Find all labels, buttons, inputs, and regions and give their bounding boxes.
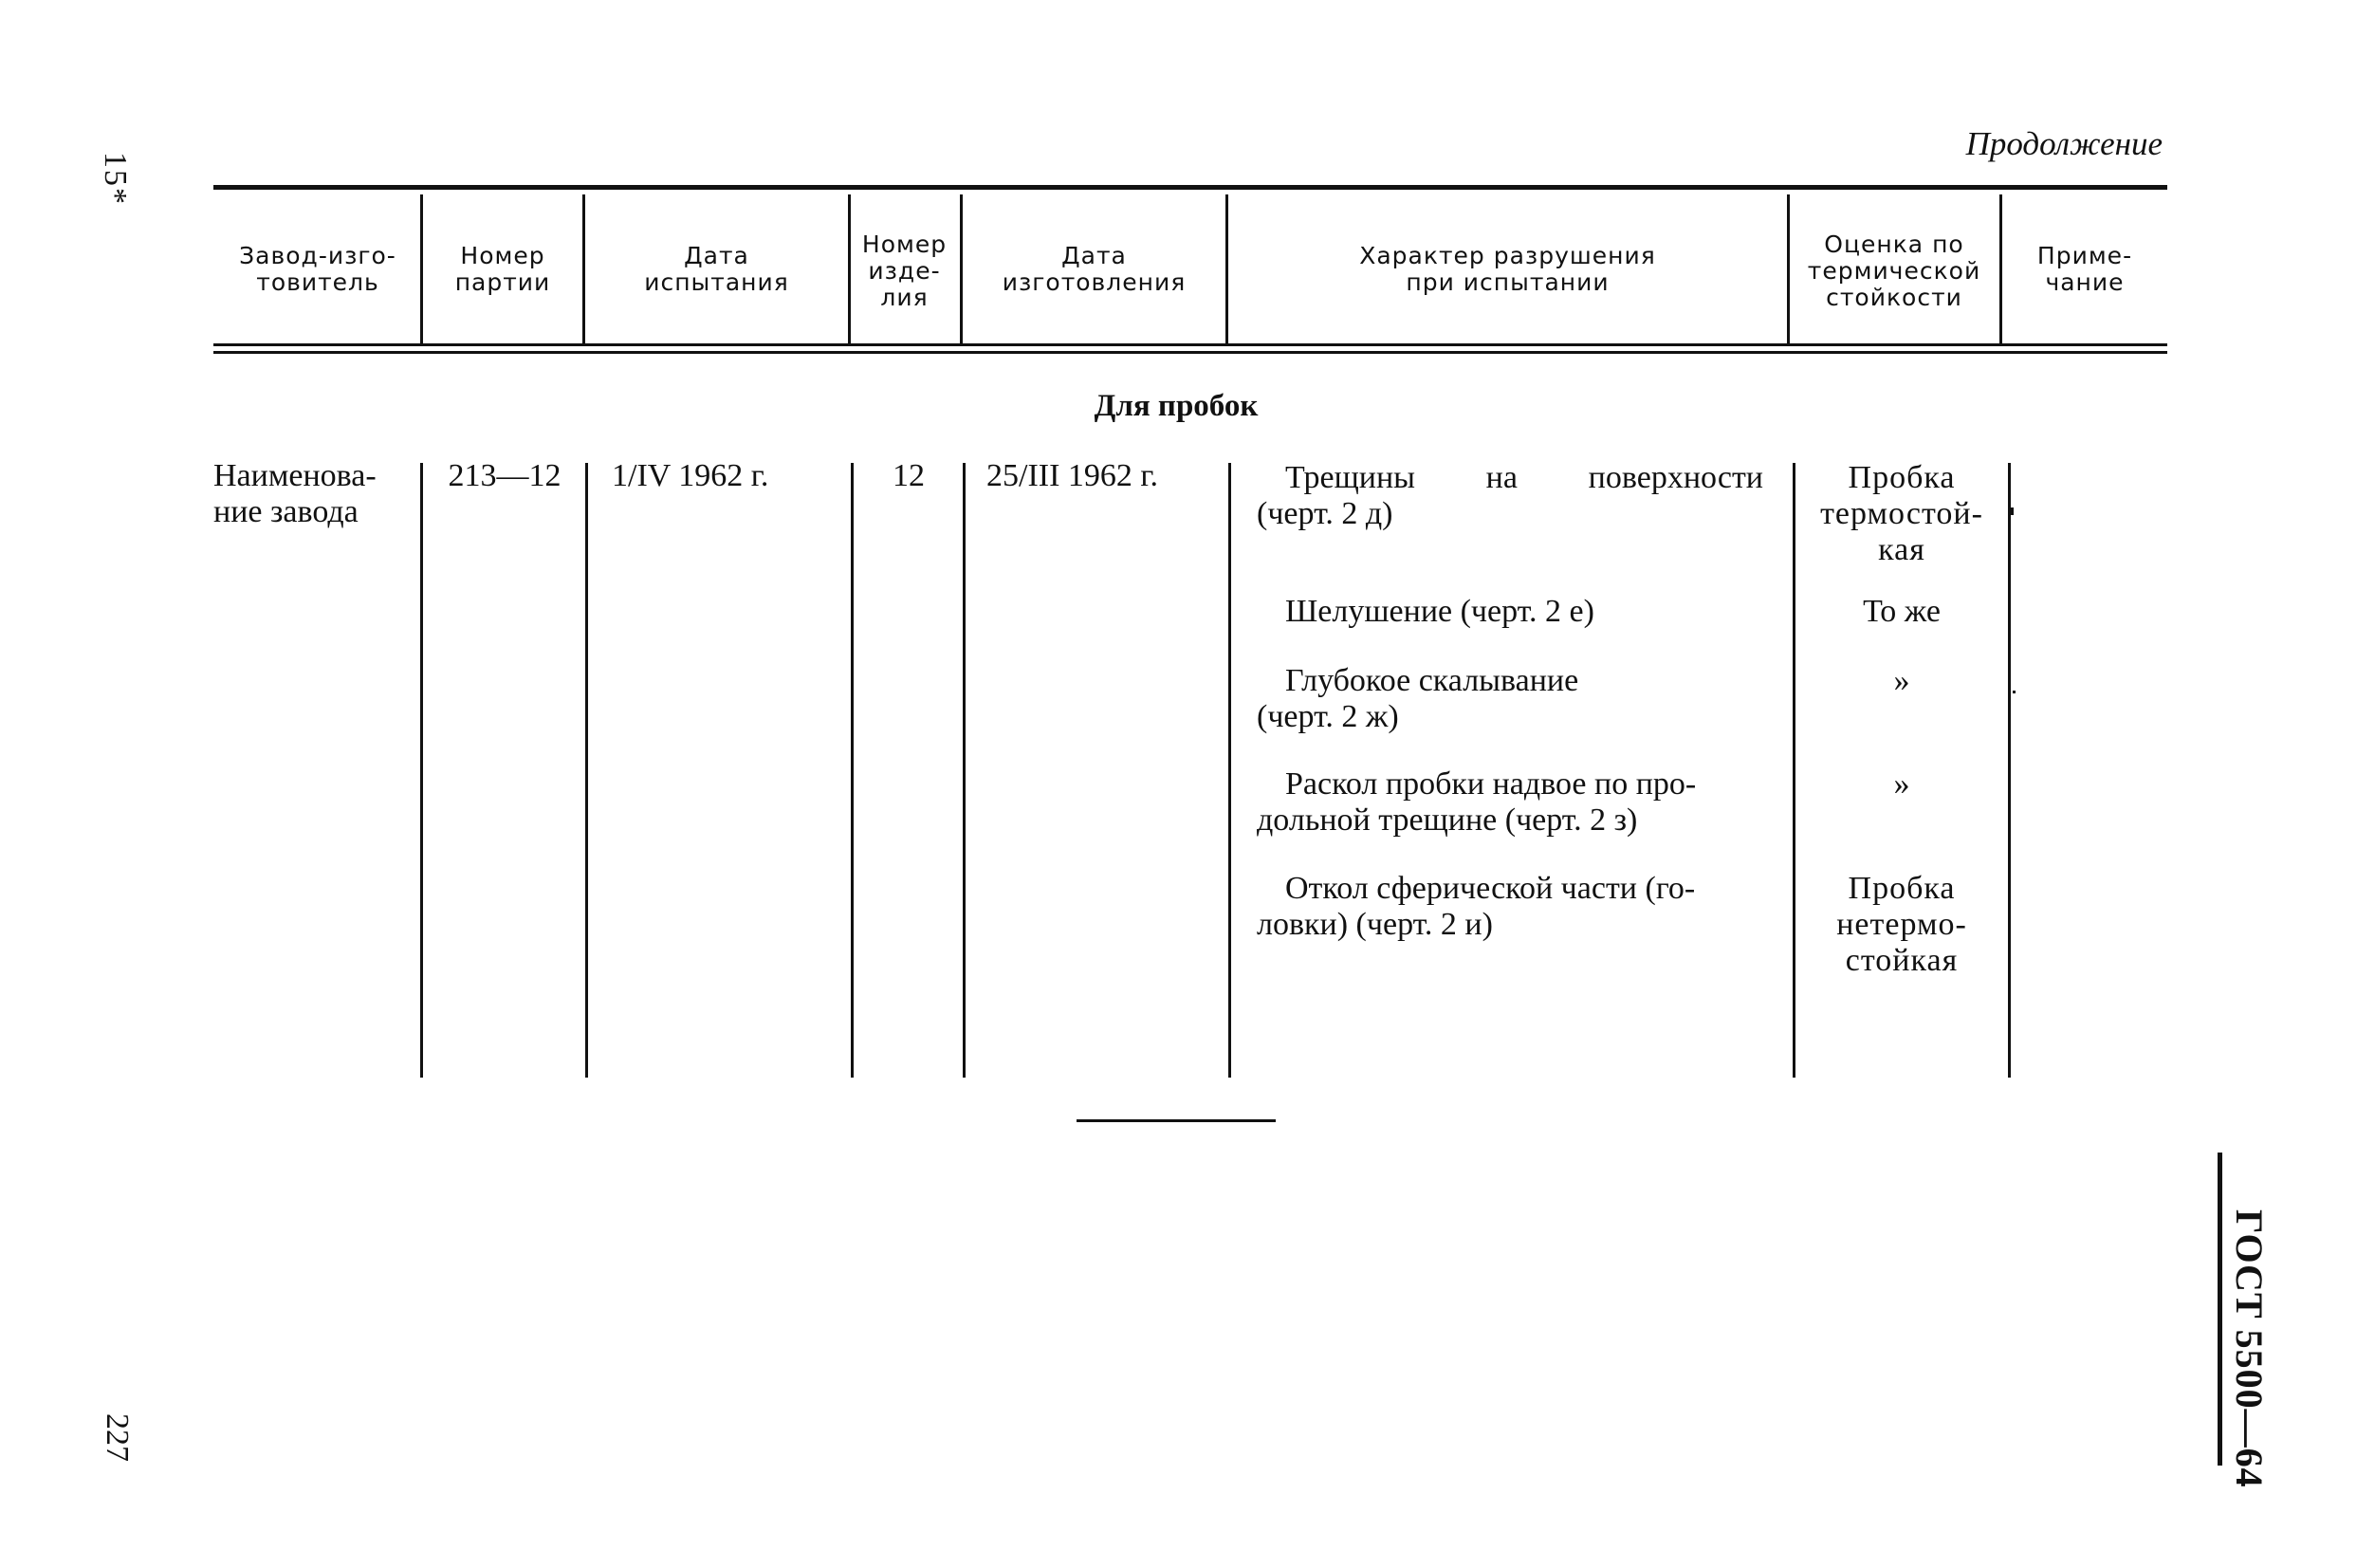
damage-entry: Раскол пробки надвое по про- дольной трещине (черт. 2 з) — [1257, 766, 1697, 838]
rating-entry: Пробка нетермо- стойкая — [1836, 871, 1967, 978]
header-divider — [1225, 194, 1228, 343]
cell-manufacture-date: 25/III 1962 г. — [986, 458, 1159, 493]
header-manufacturer: Завод-изго- товитель — [239, 242, 396, 296]
damage-entry: Откол сферической части (го- ловки) (черт. 2 и) — [1257, 871, 1696, 942]
table-top-rule — [213, 185, 2167, 190]
print-speck — [2010, 507, 2014, 515]
damage-entry: Трещины на поверхности (черт. 2 д) — [1257, 460, 1763, 531]
header-bottom-rule — [213, 343, 2167, 346]
header-divider — [960, 194, 963, 343]
margin-rule — [2218, 1153, 2222, 1466]
header-note: Приме- чание — [2036, 242, 2133, 296]
header-thermal-rating: Оценка по термической стойкости — [1807, 231, 1981, 311]
rating-entry: То же — [1863, 594, 1941, 629]
section-title: Для пробок — [1094, 389, 1259, 423]
cell-item-number: 12 — [893, 458, 925, 493]
sheet-mark: 15* — [98, 152, 133, 206]
cell-test-date: 1/IV 1962 г. — [612, 458, 769, 493]
body-divider — [1793, 463, 1795, 1078]
header-divider — [420, 194, 423, 343]
body-divider — [585, 463, 588, 1078]
damage-entry: Шелушение (черт. 2 е) — [1285, 594, 1594, 629]
header-batch-number: Номер партии — [454, 242, 551, 296]
header-divider — [1999, 194, 2002, 343]
cell-batch-number: 213—12 — [448, 458, 562, 493]
print-speck — [2013, 691, 2016, 693]
header-test-date: Дата испытания — [644, 242, 789, 296]
cell-manufacturer: Наименова- ние завода — [213, 458, 377, 529]
rating-entry: Пробка термостой- кая — [1820, 460, 1983, 567]
header-manufacture-date: Дата изготовления — [1002, 242, 1187, 296]
document-code: ГОСТ 5500—64 — [2228, 1209, 2271, 1488]
table-end-rule — [1077, 1119, 1276, 1122]
continuation-label: Продолжение — [1965, 125, 2163, 162]
damage-entry: Глубокое скалывание (черт. 2 ж) — [1257, 663, 1579, 734]
header-item-number: Номер изде- лия — [861, 231, 948, 311]
body-divider — [963, 463, 966, 1078]
header-divider — [582, 194, 585, 343]
body-divider — [420, 463, 423, 1078]
header-damage-type: Характер разрушения при испытании — [1359, 242, 1656, 296]
body-divider — [2008, 463, 2011, 1078]
body-divider — [1228, 463, 1231, 1078]
rating-entry: » — [1893, 766, 1910, 802]
body-divider — [851, 463, 854, 1078]
page-number: 227 — [100, 1413, 135, 1462]
rating-entry: » — [1893, 663, 1910, 698]
header-divider — [1787, 194, 1790, 343]
header-bottom-rule-2 — [213, 351, 2167, 354]
